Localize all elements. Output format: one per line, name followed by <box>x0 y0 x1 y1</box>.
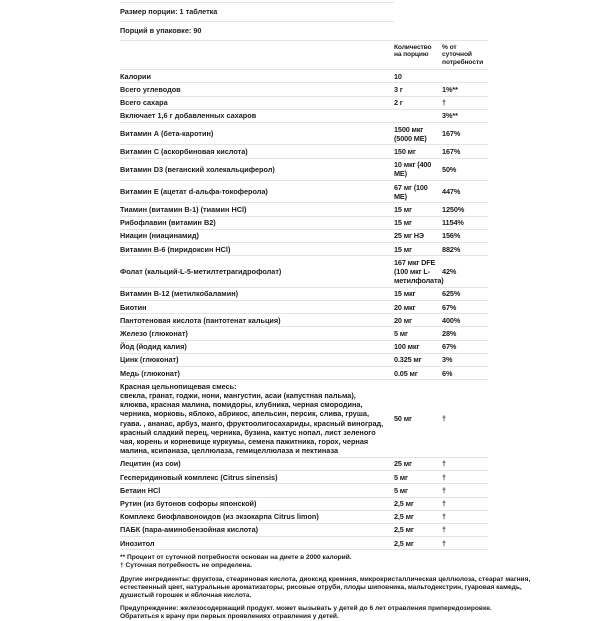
blend-ingredients-list: свекла, гранат, годжи, нони, мангустин, асаи (капустная пальма), клюква, красная малина, помидоры, клубника, черная смородина, черника, морковь, яблоко, абрикос, апельсин, персик, слива, груша, гуава. , ананас, арбуз, манго, фруктоолигосахариды, красный виноград, красный сладкий перец, черника, бузина, кактус нопал, лист зеленого чая, корень и корневище куркумы, семена пажитника, горох, черная малина, ксипаназа, целлюлаза, гемицеллюлаза и пектиназа <box>120 391 384 456</box>
table-row <box>120 97 488 110</box>
nutrient-name: Витамин B-12 (метилкобаламин) <box>120 289 239 299</box>
table-row <box>120 314 488 327</box>
nutrient-daily-value: † <box>442 512 446 522</box>
serving-size-text: Размер порции: 1 таблетка <box>120 7 218 16</box>
nutrient-amount: 20 мг <box>394 315 412 325</box>
nutrient-amount: 25 мг <box>394 459 412 469</box>
nutrient-amount: 20 мкг <box>394 302 416 312</box>
table-row <box>120 181 488 203</box>
nutrients-table-body <box>120 70 532 550</box>
table-header-row <box>120 40 488 70</box>
nutrient-daily-value: 1%** <box>442 84 458 94</box>
table-row <box>120 288 488 301</box>
nutrient-daily-value: 625% <box>442 289 461 299</box>
nutrient-daily-value: 156% <box>442 231 461 241</box>
nutrient-amount: 15 мг <box>394 244 412 254</box>
serving-size-row <box>120 2 394 21</box>
footnotes <box>120 554 532 570</box>
nutrient-name: Включает 1,6 г добавленных сахаров <box>120 111 257 121</box>
nutrient-name: Витамин D3 (веганский холекальциферол) <box>120 164 275 174</box>
nutrient-daily-value: 1250% <box>442 204 465 214</box>
nutrient-daily-value: † <box>442 459 446 469</box>
nutrient-name: Калории <box>120 71 152 81</box>
nutrient-name: ПАБК (пара-аминобензойная кислота) <box>120 525 259 535</box>
nutrient-name: Ниацин (ниацинамид) <box>120 231 199 241</box>
nutrient-daily-value: 400% <box>442 315 461 325</box>
nutrient-amount: 5 мг <box>394 328 408 338</box>
nutrient-amount: 5 мг <box>394 485 408 495</box>
nutrient-amount: 2,5 мг <box>394 538 414 548</box>
nutrient-amount: 50 мг <box>394 414 412 423</box>
nutrient-amount: 0.325 мг <box>394 355 422 365</box>
nutrient-name: Йод (йодид калия) <box>120 342 187 352</box>
table-row <box>120 83 488 96</box>
nutrient-daily-value: 67% <box>442 342 457 352</box>
nutrient-name: Бетаин HCl <box>120 485 161 495</box>
nutrient-name: Лецитин (из сои) <box>120 459 181 469</box>
column-header-amount-per-serving: Количество на порцию <box>394 44 432 59</box>
nutrient-name: Всего углеводов <box>120 84 181 94</box>
nutrient-name: Биотин <box>120 302 147 312</box>
nutrient-daily-value: 447% <box>442 187 461 197</box>
nutrient-name: Рутин (из бутонов софоры японской) <box>120 499 257 509</box>
nutrient-amount: 15 мкг <box>394 289 416 299</box>
nutrient-daily-value: † <box>442 485 446 495</box>
nutrient-daily-value: † <box>442 414 446 423</box>
nutrient-daily-value: 167% <box>442 146 461 156</box>
nutrient-daily-value: 6% <box>442 368 453 378</box>
nutrient-name: Витамин А (бета-каротин) <box>120 129 214 139</box>
nutrient-amount: 167 мкг DFE (100 мкг L-метилфолата) <box>394 257 444 286</box>
table-row <box>120 243 488 256</box>
nutrient-daily-value: 3%** <box>442 111 458 121</box>
nutrient-amount: 2,5 мг <box>394 512 414 522</box>
table-row <box>120 380 488 458</box>
table-row <box>120 498 488 511</box>
warning-text: Предупреждение: железосодержащий продукт. может вызывать у детей до 6 лет отравления припередозировке. Обратиться к врачу при первых проявлениях отравления у детей. <box>120 605 492 621</box>
table-row <box>120 110 488 123</box>
table-row <box>120 159 488 181</box>
nutrient-amount: 10 мкг (400 МЕ) <box>394 160 432 179</box>
nutrient-name: Пантотеновая кислота (пантотенат кальция) <box>120 315 281 325</box>
nutrient-amount: 15 мг <box>394 218 412 228</box>
table-row <box>120 230 488 243</box>
servings-per-container-text: Порций в упаковке: 90 <box>120 26 202 35</box>
column-header-daily-value: % от суточной потребности <box>442 44 484 66</box>
header-spacer <box>120 44 394 66</box>
nutrient-name: Красная цельнопищевая смесь: свекла, гранат, годжи, нони, мангустин, асаи (капустная пальма), клюква, красная малина, помидоры, клубника, черная смородина, черника, морковь, яблоко, абрикос, апельсин, персик, слива, груша, гуава. , ананас, арбуз, манго, фруктоолигосахариды, красный виноград, красный сладкий перец, черника, бузина, кактус нопал, лист зеленого чая, корень и корневище куркумы, семена пажитника, горох, черная малина, ксипаназа, целлюлаза, гемицеллюлаза и пектиназа <box>120 381 384 456</box>
other-ingredients-text: Другие ингредиенты: фруктоза, стеариновая кислота, диоксид кремния, микрокристаллическая целлюлоза, стеарат магния, естественный цвет, натуральные ароматизаторы, рисовые отруби, плоды шиповника, мальтодекстрин, гуаровая камедь, душистый горошек и яблочная кислота. <box>120 575 531 599</box>
nutrient-daily-value: 3% <box>442 355 453 365</box>
nutrient-name: Витамин C (аскорбиновая кислота) <box>120 146 248 156</box>
table-row <box>120 367 488 380</box>
table-row <box>120 484 488 497</box>
nutrient-name: Тиамин (витамин B-1) (тиамин HCl) <box>120 204 247 214</box>
supplement-facts-section <box>120 2 532 621</box>
table-row <box>120 123 488 145</box>
nutrient-daily-value: 67% <box>442 302 457 312</box>
nutrient-daily-value: 1154% <box>442 218 464 228</box>
nutrient-name: Цинк (глюконат) <box>120 355 179 365</box>
nutrient-amount: 10 <box>394 71 402 81</box>
footnote-daily-value: ** Процент от суточной потребности основан на диете в 2000 калорий. <box>120 554 352 562</box>
table-row <box>120 145 488 158</box>
table-row <box>120 327 488 340</box>
nutrient-daily-value: † <box>442 499 446 509</box>
nutrient-amount: 150 мг <box>394 146 416 156</box>
table-row <box>120 217 488 230</box>
nutrient-daily-value: † <box>442 98 446 108</box>
nutrient-name: Всего сахара <box>120 98 168 108</box>
nutrient-daily-value: † <box>442 525 446 535</box>
nutrient-name: Медь (глюконат) <box>120 368 180 378</box>
table-row <box>120 70 488 83</box>
nutrient-amount: 0.05 мг <box>394 368 418 378</box>
table-row <box>120 458 488 471</box>
nutrient-name: Рибофлавин (витамин B2) <box>120 218 216 228</box>
nutrient-name: Фолат (кальций-L-5-метилтетрагидрофолат) <box>120 266 282 276</box>
nutrient-amount: 1500 мкг (5000 МЕ) <box>394 124 427 143</box>
nutrient-amount: 25 мг НЭ <box>394 231 424 241</box>
nutrient-daily-value: † <box>442 538 446 548</box>
table-row <box>120 341 488 354</box>
nutrient-daily-value: 50% <box>442 164 457 174</box>
nutrient-daily-value: † <box>442 472 446 482</box>
table-row <box>120 537 488 550</box>
nutrient-daily-value: 42% <box>442 266 457 276</box>
nutrient-amount: 100 мкг <box>394 342 420 352</box>
nutrient-name: Железо (глюконат) <box>120 328 188 338</box>
nutrient-daily-value: 28% <box>442 328 457 338</box>
nutrient-amount: 15 мг <box>394 204 412 214</box>
table-row <box>120 203 488 216</box>
nutrient-name: Инозитол <box>120 538 155 548</box>
footnote-not-established: † Суточная потребность не определена. <box>120 562 252 570</box>
nutrient-amount: 2,5 мг <box>394 499 414 509</box>
nutrient-name: Комплекс биофлавоноидов (из экзокарпа Citrus limon) <box>120 512 319 522</box>
table-row <box>120 471 488 484</box>
nutrient-amount: 2 г <box>394 98 403 108</box>
nutrient-amount: 5 мг <box>394 472 408 482</box>
nutrient-amount: 2,5 мг <box>394 525 414 535</box>
nutrient-amount: 3 г <box>394 84 403 94</box>
table-row <box>120 256 488 288</box>
nutrient-daily-value: 167% <box>442 129 461 139</box>
nutrient-name: Гесперидиновый комплекс (Citrus sinensis) <box>120 472 278 482</box>
nutrient-amount: 67 мг (100 МЕ) <box>394 182 428 201</box>
nutrient-daily-value: 882% <box>442 244 461 254</box>
servings-per-container-row <box>120 21 394 40</box>
nutrient-name: Витамин E (ацетат d-альфа-токоферола) <box>120 187 268 197</box>
table-row <box>120 524 488 537</box>
table-row <box>120 354 488 367</box>
table-row <box>120 511 488 524</box>
nutrient-name: Витамин B-6 (пиридоксин HCl) <box>120 244 231 254</box>
table-row <box>120 301 488 314</box>
